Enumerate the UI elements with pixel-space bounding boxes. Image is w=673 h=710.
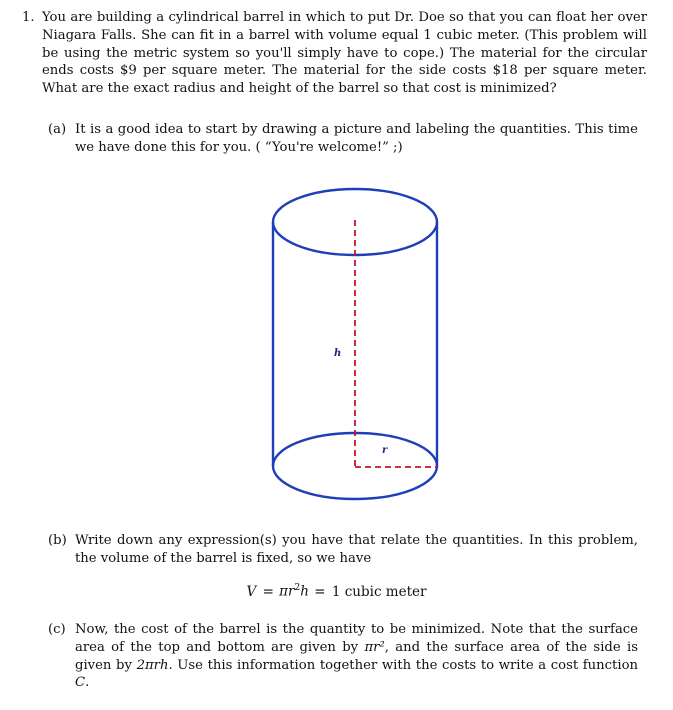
eq-pi: π [279, 583, 289, 600]
problem-number: 1. [22, 10, 35, 25]
part-c-text-2: , and the surface area of the side is given by [75, 639, 638, 673]
part-a [48, 121, 638, 157]
part-b-text: Write down any expression(s) you have that relate the quantities. In this problem, the volume of the barrel is fixed, so we have [75, 533, 638, 566]
part-c-text [75, 621, 638, 692]
eq-equals-1: = [262, 583, 274, 600]
eq-r: r [288, 583, 295, 600]
problem-1 [22, 9, 647, 98]
part-a-text: It is a good idea to start by drawing a picture and labeling the quantities. This time we have done this for you. ( “You're welcome!” ;) [75, 122, 638, 155]
part-b-label: (b) [48, 533, 67, 548]
eq-h: h [300, 583, 309, 600]
eq-equals-2: = [314, 583, 326, 600]
part-c-text-4: . [85, 675, 90, 691]
part-a-label: (a) [48, 122, 67, 137]
side-area-expr: 2πrh [136, 657, 169, 673]
part-c-label: (c) [48, 622, 66, 637]
part-c-text-1: Now, the cost of the barrel is the quantity to be minimized. Note that the surface area of the top and bottom are given by [75, 622, 638, 655]
height-label: h [334, 348, 342, 359]
eq-exponent: 2 [294, 583, 301, 593]
volume-equation [0, 583, 673, 600]
eq-volume-symbol: V [246, 583, 257, 600]
cylinder-diagram [265, 180, 445, 510]
cylinder-figure [265, 180, 445, 510]
part-c [48, 621, 638, 692]
part-c-text-3: . Use this information together with the costs to write a cost function [168, 657, 639, 673]
top-bottom-area-expr: πr² [364, 639, 385, 655]
part-b [48, 532, 638, 568]
eq-rhs: 1 cubic meter [331, 583, 427, 600]
problem-statement: You are building a cylindrical barrel in which to put Dr. Doe so that you can float her over Niagara Falls. She can fit in a barrel with volume equal 1 cubic meter. (This problem will be using the metric system so you'll simply have to cope.) The material for the circular ends costs $9 per square meter. The material for the side costs $18 per square meter. What are the exact radius and height of the barrel so that cost is minimized? [42, 10, 647, 97]
radius-label: r [382, 445, 388, 456]
cost-function-symbol: C [75, 675, 86, 691]
